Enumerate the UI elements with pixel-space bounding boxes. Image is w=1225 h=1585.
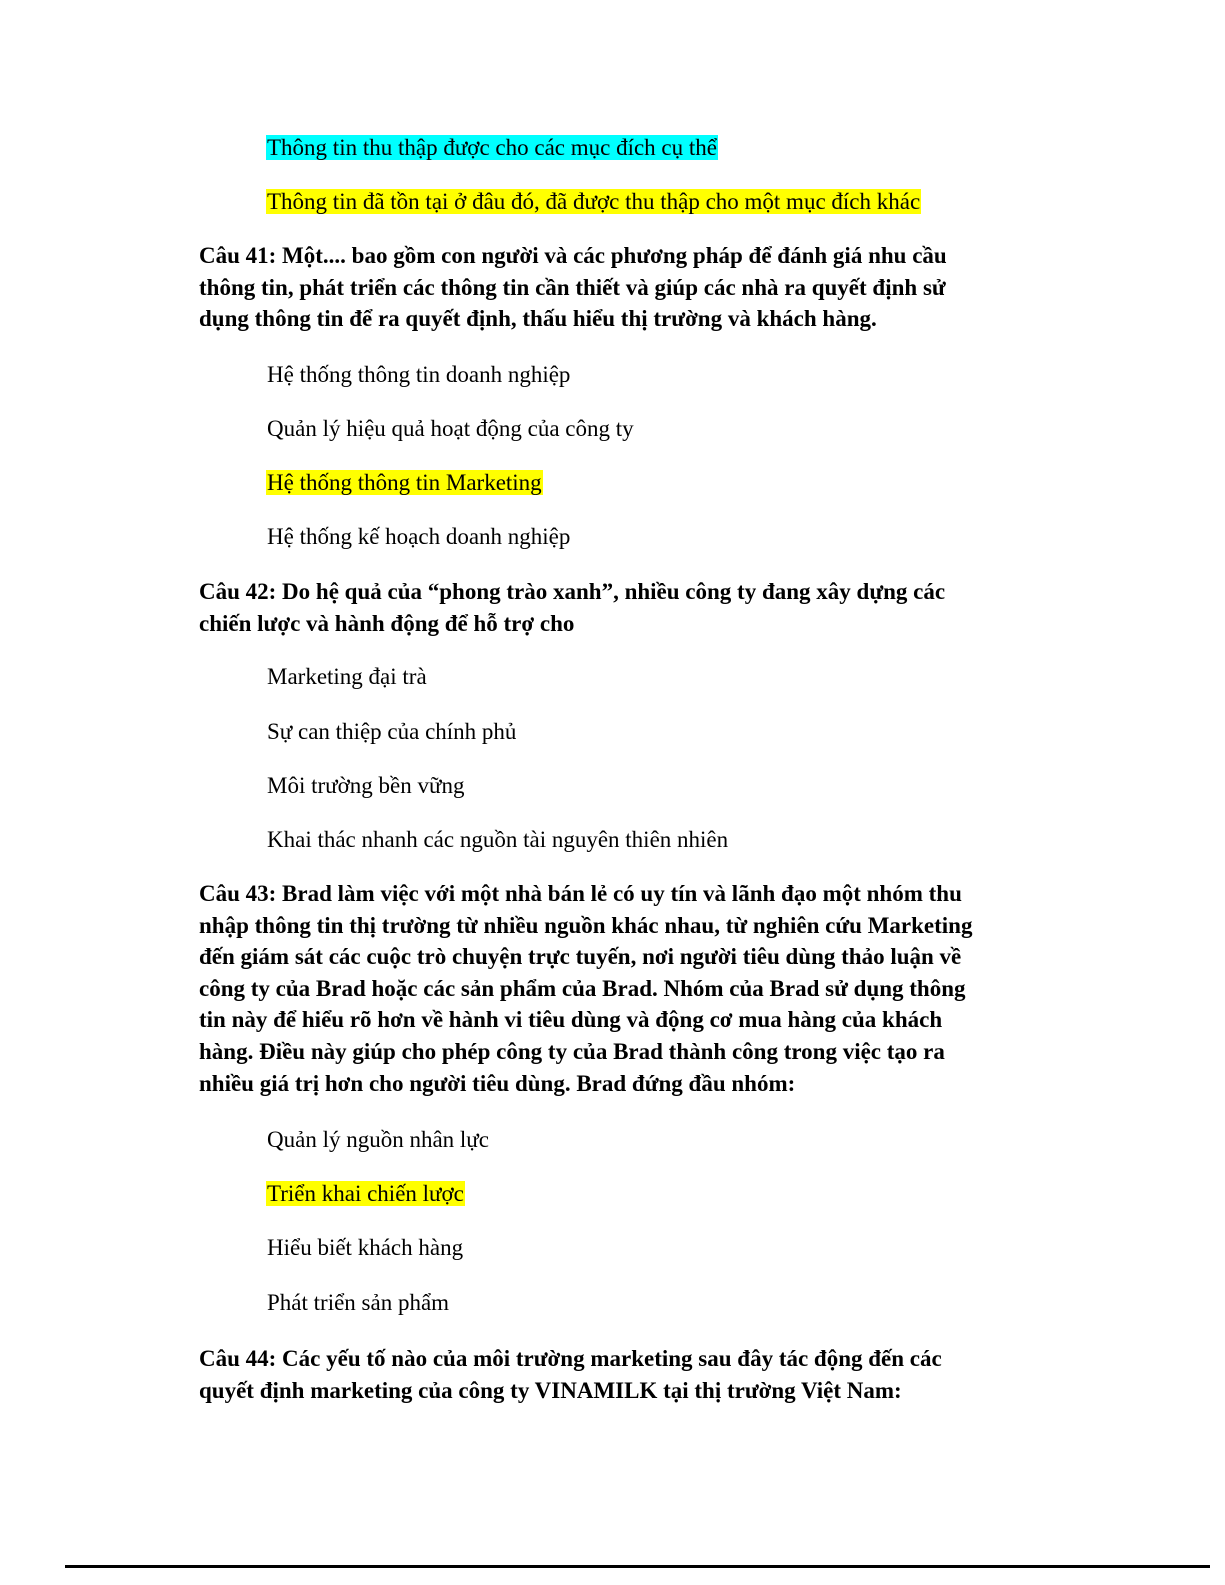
option-text: Hiểu biết khách hàng (267, 1235, 464, 1260)
question-line: Câu 44: Các yếu tố nào của môi trường marketing sau đây tác động đến các (199, 1346, 942, 1371)
option-text: Thông tin thu thập được cho các mục đích cụ thể (267, 135, 717, 160)
option-42-a (266, 663, 428, 691)
question-line: dụng thông tin để ra quyết định, thấu hiểu thị trường và khách hàng. (199, 306, 877, 332)
option-43-d (266, 1289, 450, 1317)
option-text: Phát triển sản phẩm (267, 1290, 450, 1315)
question-44 (199, 1343, 1029, 1406)
option-41-a (266, 361, 571, 389)
option-text: Thông tin đã tồn tại ở đâu đó, đã được thu thập cho một mục đích khác (267, 189, 921, 214)
question-line: công ty của Brad hoặc các sản phẩm của Brad. Nhóm của Brad sử dụng thông (199, 975, 966, 1001)
option-42-d (266, 826, 729, 854)
option-text: Môi trường bền vững (267, 773, 465, 798)
question-line: hàng. Điều này giúp cho phép công ty của Brad thành công trong việc tạo ra (199, 1038, 945, 1064)
option-41-b (266, 415, 635, 443)
question-line: Câu 41: Một.... bao gồm con người và các phương pháp để đánh giá nhu cầu (199, 243, 947, 268)
option-43-b (266, 1180, 465, 1208)
question-line: nhập thông tin thị trường từ nhiều nguồn khác nhau, từ nghiên cứu Marketing (199, 912, 973, 938)
option-text: Quản lý hiệu quả hoạt động của công ty (267, 416, 634, 441)
option-41-c (266, 469, 543, 497)
question-41 (199, 240, 1029, 335)
option-text: Triển khai chiến lược (267, 1181, 464, 1206)
page-bottom-edge (65, 1565, 1210, 1568)
option-42-b (266, 718, 517, 746)
question-line: quyết định marketing của công ty VINAMILK tại thị trường Việt Nam: (199, 1377, 902, 1403)
option-41-d (266, 523, 571, 551)
option-text: Hệ thống kế hoạch doanh nghiệp (267, 524, 571, 549)
option-text: Sự can thiệp của chính phủ (267, 719, 517, 744)
option-43-a (266, 1126, 490, 1154)
question-line: tin này để hiểu rõ hơn về hành vi tiêu dùng và động cơ mua hàng của khách (199, 1007, 943, 1033)
option-text: Hệ thống thông tin Marketing (267, 470, 542, 495)
option-42-c (266, 772, 465, 800)
question-43 (199, 878, 1029, 1099)
option-top-2 (266, 188, 921, 216)
question-line: Câu 43: Brad làm việc với một nhà bán lẻ có uy tín và lãnh đạo một nhóm thu (199, 881, 962, 906)
question-line: chiến lược và hành động để hỗ trợ cho (199, 610, 575, 636)
option-text: Khai thác nhanh các nguồn tài nguyên thiên nhiên (267, 827, 729, 852)
question-line: nhiều giá trị hơn cho người tiêu dùng. Brad đứng đầu nhóm: (199, 1070, 796, 1096)
option-top-1 (266, 134, 718, 162)
option-text: Quản lý nguồn nhân lực (267, 1127, 489, 1152)
question-line: Câu 42: Do hệ quả của “phong trào xanh”, nhiều công ty đang xây dựng các (199, 579, 946, 604)
option-43-c (266, 1234, 464, 1262)
question-line: thông tin, phát triển các thông tin cần thiết và giúp các nhà ra quyết định sử (199, 274, 946, 300)
option-text: Marketing đại trà (267, 664, 427, 689)
question-line: đến giám sát các cuộc trò chuyện trực tuyến, nơi người tiêu dùng thảo luận về (199, 944, 962, 970)
question-42 (199, 576, 1029, 639)
option-text: Hệ thống thông tin doanh nghiệp (267, 362, 571, 387)
